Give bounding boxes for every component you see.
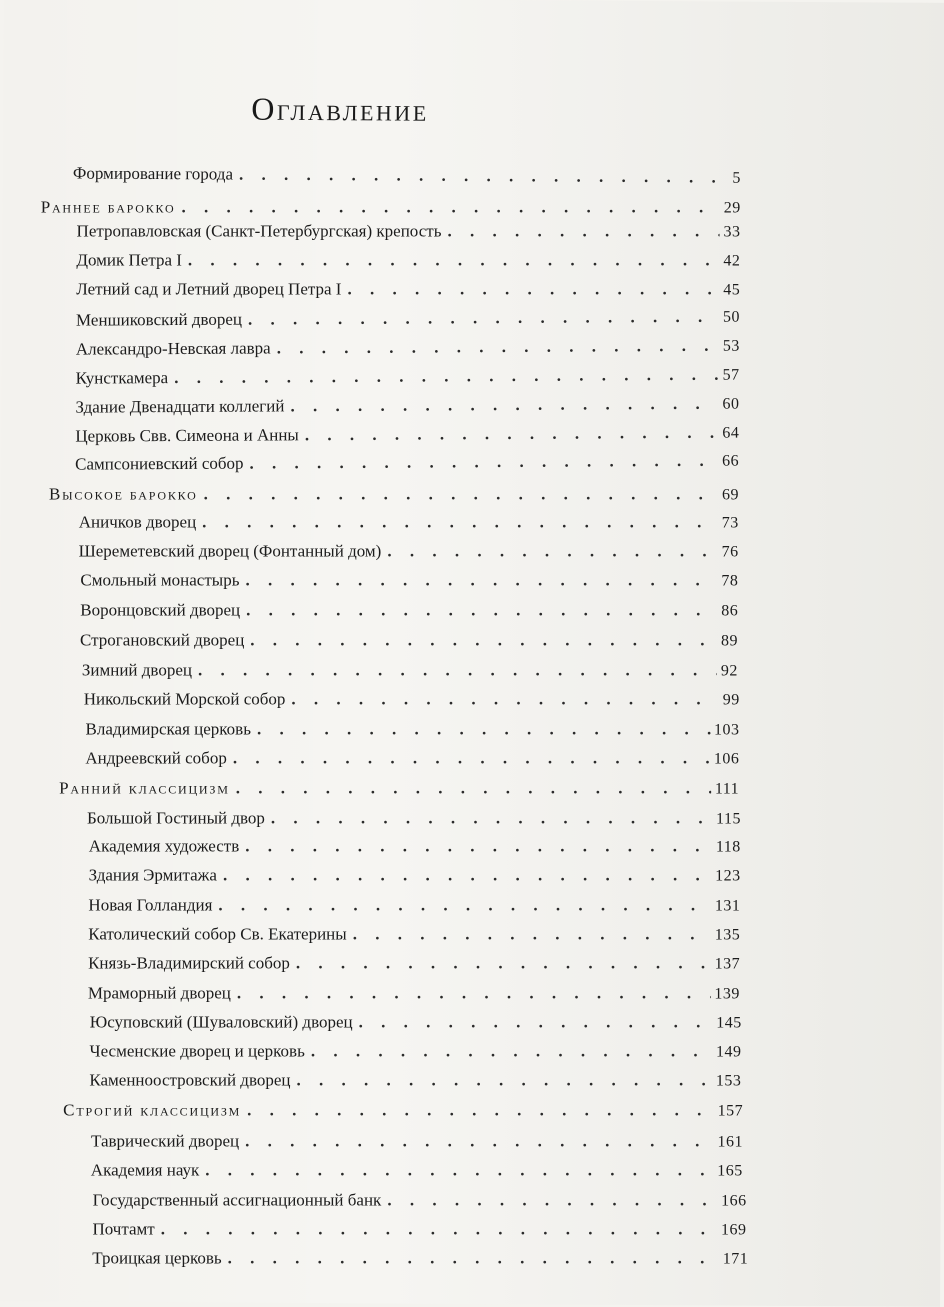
dot-leader <box>246 601 717 621</box>
toc-page-number: 53 <box>722 337 740 355</box>
toc-entry <box>77 222 741 248</box>
toc-section-heading <box>49 485 739 511</box>
toc-entry-title: Петропавловская (Санкт-Петербургская) крепость <box>76 221 442 241</box>
toc-page-number: 111 <box>714 780 740 798</box>
dot-leader <box>297 1071 712 1091</box>
toc-page-number: 78 <box>721 572 739 590</box>
toc-entry-title: Андреевский собор <box>85 748 227 768</box>
toc-page-number: 169 <box>720 1221 747 1239</box>
dot-leader <box>204 485 718 505</box>
toc-section-heading <box>41 197 741 223</box>
dot-leader <box>257 720 710 740</box>
toc-entry <box>92 1220 746 1246</box>
toc-entry-title: Академия наук <box>90 1160 200 1180</box>
dot-leader <box>245 1132 713 1152</box>
toc-page-number: 131 <box>714 897 741 915</box>
toc-entry <box>91 1161 743 1187</box>
toc-page-number: 89 <box>721 632 739 650</box>
dot-leader <box>223 866 711 886</box>
toc-entry-title: Кунсткамера <box>75 368 169 388</box>
toc-page-number: 166 <box>721 1192 747 1210</box>
dot-leader <box>353 925 711 945</box>
toc-entry <box>75 394 739 424</box>
toc-entry-title: Формирование города <box>72 163 234 184</box>
toc-entry <box>75 423 739 453</box>
toc-entry <box>88 925 740 951</box>
toc-entry-title: Воронцовский дворец <box>80 600 241 620</box>
toc-page-number: 115 <box>716 810 741 828</box>
toc-entry <box>82 661 738 687</box>
toc-entry-title: Католический собор Св. Екатерины <box>88 924 347 944</box>
toc-entry <box>90 1042 742 1068</box>
dot-leader <box>188 251 719 271</box>
toc-page-number: 5 <box>732 169 741 187</box>
toc-entry-title: Академия художеств <box>88 836 240 856</box>
toc-page-number: 106 <box>713 750 740 768</box>
toc-entry-title: Почтамт <box>92 1219 155 1239</box>
dot-leader <box>205 1161 713 1181</box>
page-title: Оглавление <box>251 90 429 128</box>
toc-entry <box>89 866 741 892</box>
toc-entry <box>88 896 740 922</box>
toc-entry-title: Высокое барокко <box>48 484 198 504</box>
toc-entry <box>84 690 740 716</box>
toc-entry-title: Ранний классицизм <box>59 778 230 798</box>
toc-entry-title: Таврический дворец <box>90 1131 240 1151</box>
toc-page-number: 123 <box>715 867 741 885</box>
toc-entry-title: Троицкая церковь <box>92 1248 222 1268</box>
toc-entry <box>88 954 740 980</box>
dot-leader <box>277 336 719 359</box>
dot-leader <box>271 809 712 829</box>
toc-entry <box>89 837 741 863</box>
toc-entry-title: Чесменские дворец и церковь <box>89 1041 305 1061</box>
toc-page-number: 137 <box>714 955 741 973</box>
toc-page-number: 76 <box>721 543 739 561</box>
toc-section-heading <box>59 779 739 805</box>
toc-entry-title: Александро-Невская лавра <box>75 338 271 359</box>
toc-entry <box>93 1191 747 1217</box>
dot-leader <box>387 1191 717 1211</box>
dot-leader <box>249 451 718 474</box>
toc-page-number: 149 <box>716 1043 742 1061</box>
toc-entry-title: Аничков дворец <box>78 512 197 532</box>
toc-entry-title: Новая Голландия <box>88 895 213 915</box>
toc-entry <box>79 513 739 539</box>
toc-page-number: 145 <box>716 1014 742 1032</box>
dot-leader <box>182 197 720 217</box>
toc-entry <box>76 280 740 306</box>
dot-leader <box>245 571 717 591</box>
toc-entry-title: Шереметевский дворец (Фонтанный дом) <box>78 541 382 561</box>
toc-entry <box>80 631 738 657</box>
toc-entry <box>76 307 740 337</box>
toc-page-number: 86 <box>721 602 739 620</box>
toc-entry <box>89 1071 741 1097</box>
dot-leader <box>250 631 717 651</box>
toc-page-number: 153 <box>715 1072 742 1090</box>
dot-leader <box>387 542 717 562</box>
toc-entry <box>86 720 740 746</box>
dot-leader <box>347 280 719 300</box>
toc-entry-title: Зимний дворец <box>81 660 192 680</box>
dot-leader <box>161 1220 717 1240</box>
toc-page-number: 161 <box>717 1133 743 1151</box>
dot-leader <box>296 954 711 974</box>
dot-leader <box>311 1042 712 1062</box>
toc-page-number: 45 <box>723 281 741 299</box>
toc-entry-title: Строгановский дворец <box>80 630 245 650</box>
toc-page-number: 42 <box>723 252 741 270</box>
toc-page-number: 165 <box>717 1162 743 1180</box>
dot-leader <box>198 661 717 681</box>
toc-page-number: 157 <box>717 1102 744 1120</box>
toc-section-heading <box>63 1101 743 1127</box>
dot-leader <box>245 837 712 857</box>
toc-entry-title: Строгий классицизм <box>63 1100 242 1120</box>
toc-entry-title: Каменноостровский дворец <box>89 1070 291 1090</box>
toc-entry <box>80 601 738 627</box>
toc-entry <box>73 164 741 194</box>
toc-page-number: 66 <box>722 452 740 470</box>
toc-entry-title: Летний сад и Летний дворец Петра I <box>76 279 342 299</box>
toc-entry-title: Владимирская церковь <box>85 719 251 739</box>
toc-entry-title: Государственный ассигнационный банк <box>92 1190 382 1210</box>
toc-page-number: 60 <box>722 395 740 413</box>
toc-entry <box>76 365 740 395</box>
dot-leader <box>290 394 718 417</box>
dot-leader <box>447 222 719 242</box>
dot-leader <box>174 365 719 388</box>
dot-leader <box>237 984 711 1004</box>
toc-entry-title: Князь-Владимирский собор <box>88 953 290 973</box>
toc-entry <box>92 1249 748 1275</box>
toc-entry <box>90 1013 742 1039</box>
dot-leader <box>247 1101 714 1121</box>
toc-entry-title: Никольский Морской собор <box>83 689 286 709</box>
toc-entry <box>76 251 740 277</box>
toc-page-number: 103 <box>714 721 740 739</box>
toc-entry-title: Церковь Свв. Симеона и Анны <box>75 425 299 446</box>
toc-page-number: 92 <box>720 662 738 680</box>
toc-page-number: 50 <box>722 308 741 326</box>
dot-leader <box>359 1013 713 1033</box>
toc-entry-title: Сампсониевский собор <box>75 453 244 474</box>
toc-page-number: 171 <box>722 1250 749 1268</box>
toc-entry-title: Здание Двенадцати коллегий <box>75 396 285 417</box>
dot-leader <box>305 423 719 446</box>
dot-leader <box>218 896 711 916</box>
toc-page-number: 33 <box>723 223 741 241</box>
toc-page-number: 69 <box>721 486 739 504</box>
toc-entry-title: Домик Петра I <box>76 250 182 270</box>
toc-page-number: 135 <box>714 926 741 944</box>
toc-entry-title: Здания Эрмитажа <box>88 865 217 885</box>
toc-page-number: 118 <box>715 838 741 856</box>
toc-entry-title: Большой Гостиный двор <box>86 808 265 828</box>
toc-entry <box>76 336 740 366</box>
toc-entry <box>75 451 739 481</box>
toc-page-number: 57 <box>722 366 740 384</box>
dot-leader <box>236 779 711 799</box>
toc-page-number: 99 <box>722 691 740 709</box>
toc-entry <box>79 542 739 568</box>
dot-leader <box>202 513 718 533</box>
toc-entry <box>85 749 739 775</box>
dot-leader <box>291 690 718 710</box>
dot-leader <box>228 1249 719 1269</box>
toc-entry-title: Раннее барокко <box>40 197 176 217</box>
toc-entry <box>80 571 738 597</box>
toc-entry-title: Меншиковский дворец <box>75 309 243 330</box>
toc-page-number: 64 <box>722 424 740 442</box>
dot-leader <box>248 307 719 330</box>
toc-page-number: 139 <box>714 985 740 1003</box>
dot-leader <box>239 165 728 188</box>
dot-leader <box>233 749 710 769</box>
toc-entry-title: Смольный монастырь <box>80 570 240 590</box>
toc-entry-title: Мраморный дворец <box>87 983 231 1003</box>
toc-entry-title: Юсуповский (Шуваловский) дворец <box>89 1012 353 1032</box>
toc-page-number: 29 <box>723 199 741 217</box>
toc-entry <box>91 1132 743 1158</box>
toc-entry <box>87 809 741 835</box>
toc-entry <box>88 984 740 1010</box>
toc-page-number: 73 <box>721 514 739 532</box>
